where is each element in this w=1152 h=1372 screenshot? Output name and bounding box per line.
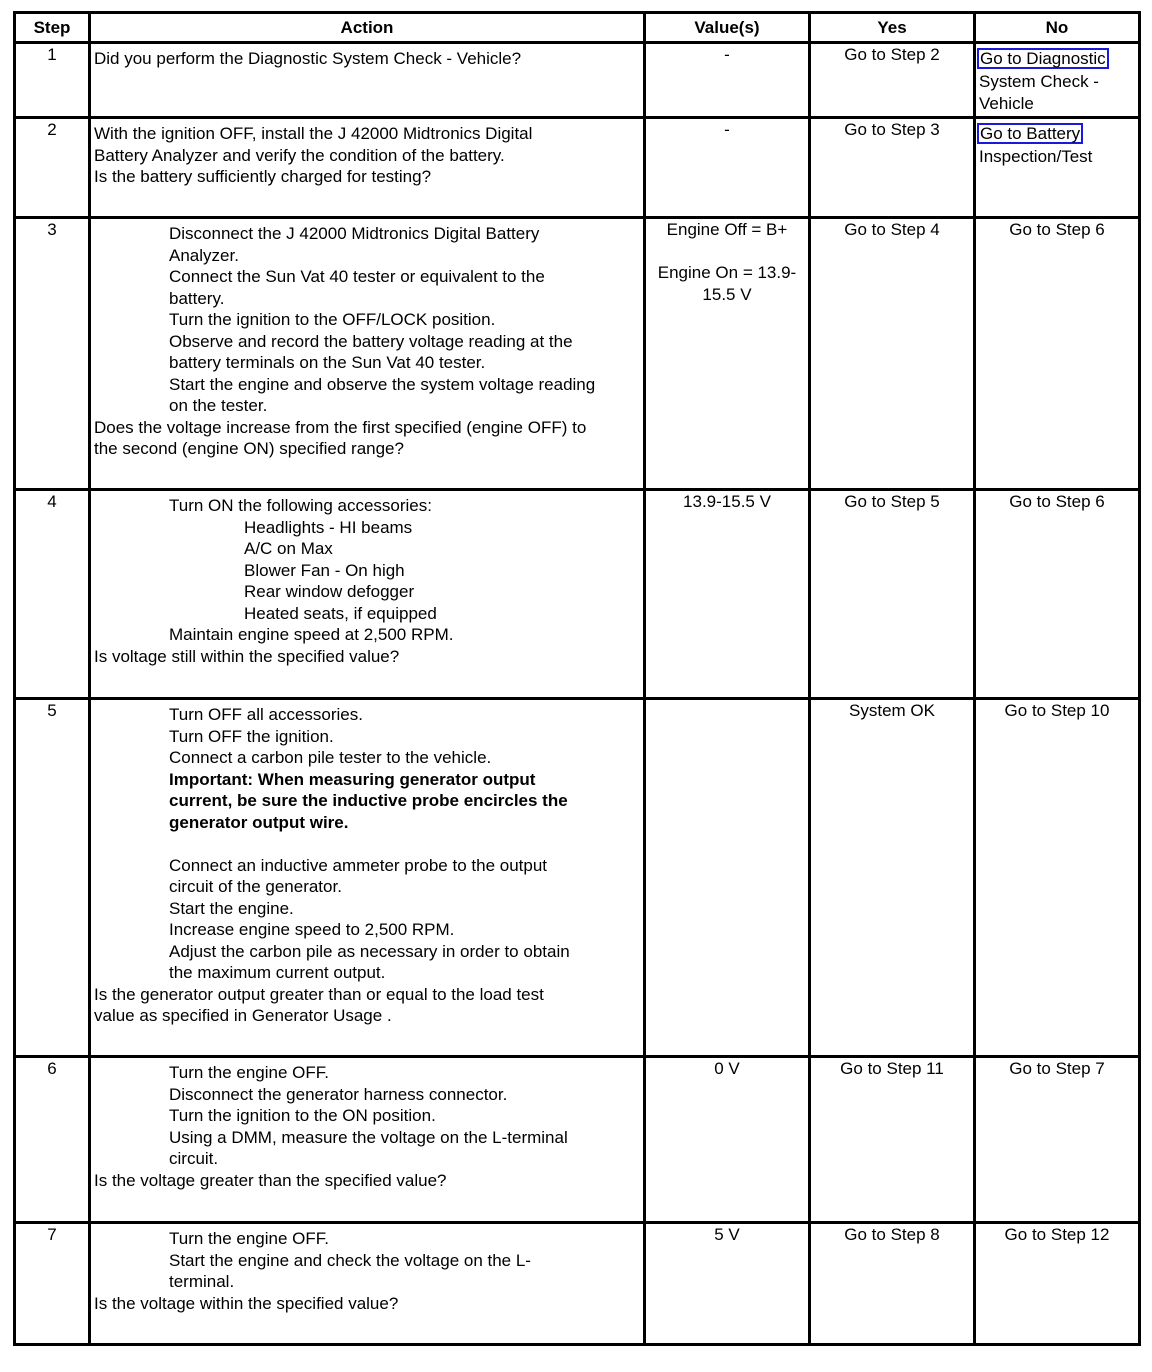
action-text: A/C on Max — [244, 539, 333, 558]
action-text: Analyzer. — [169, 245, 239, 265]
yes-text: Go to Step 4 — [844, 220, 940, 239]
action-text: Turn ON the following accessories: — [169, 496, 432, 515]
value-text: 0 V — [714, 1059, 740, 1078]
action-text: Disconnect the J 42000 Midtronics Digital Battery — [169, 224, 540, 243]
action-text: Adjust the carbon pile as necessary in order to obtain — [169, 941, 570, 961]
action-text: Disconnect the generator harness connector. — [169, 1084, 508, 1104]
step-number: 4 — [47, 492, 57, 511]
table-row — [15, 118, 1140, 218]
value-text — [646, 219, 808, 305]
action-text: Start the engine and observe the system voltage reading — [169, 374, 596, 394]
action-question: Is the voltage greater than the specified value? — [94, 1170, 447, 1190]
value-text: 5 V — [714, 1225, 740, 1244]
action-text: Start the engine and check the voltage on the L- — [169, 1250, 531, 1270]
action-text: Battery Analyzer and verify the condition of the battery. — [94, 145, 505, 165]
action-text: Turn the engine OFF. — [169, 1229, 330, 1248]
action-text: the maximum current output. — [169, 963, 386, 982]
action-text: Turn the ignition to the OFF/LOCK position. — [169, 310, 496, 329]
yes-text: Go to Step 5 — [844, 492, 940, 511]
step-number: 3 — [47, 220, 57, 239]
action-text: Turn OFF the ignition. — [169, 726, 334, 746]
action-text: Maintain engine speed at 2,500 RPM. — [169, 625, 454, 644]
step-number: 1 — [47, 45, 57, 64]
value-text: - — [724, 45, 730, 64]
battery-inspection-link[interactable]: Go to Battery — [977, 123, 1083, 144]
action-question: Is the generator output greater than or equal to the load test — [94, 984, 544, 1004]
value-text: 13.9-15.5 V — [683, 492, 771, 511]
action-question: Is the voltage within the specified value? — [94, 1293, 399, 1313]
action-text: With the ignition OFF, install the J 42000 Midtronics Digital — [94, 124, 533, 143]
value-line: Engine On = 13.9- — [657, 263, 797, 282]
action-text: Heated seats, if equipped — [244, 603, 437, 623]
table-row — [15, 699, 1140, 1057]
yes-text: Go to Step 11 — [840, 1059, 944, 1078]
important-note: generator output wire. — [169, 812, 349, 832]
no-text: Go to Step 12 — [1004, 1225, 1110, 1244]
table-row — [15, 218, 1140, 490]
action-text: on the tester. — [169, 396, 268, 415]
step-number: 2 — [47, 120, 57, 139]
table-row — [15, 1223, 1140, 1345]
action-text: Using a DMM, measure the voltage on the L-terminal — [169, 1127, 568, 1147]
no-text: Go to Step 10 — [1004, 701, 1110, 720]
table-row — [15, 490, 1140, 699]
yes-text: Go to Step 8 — [844, 1225, 940, 1244]
important-note: Important: When measuring generator output — [169, 769, 536, 789]
yes-text: Go to Step 2 — [844, 45, 940, 64]
yes-text: System OK — [849, 701, 935, 720]
no-text: Go to Step 6 — [1009, 220, 1105, 239]
header-row — [15, 13, 1140, 43]
value-text: - — [724, 120, 730, 139]
no-text: Go to Step 6 — [1009, 492, 1105, 511]
action-question: Is the battery sufficiently charged for testing? — [94, 167, 432, 186]
action-text: circuit. — [169, 1149, 219, 1168]
header-values: Value(s) — [645, 13, 810, 43]
header-action: Action — [90, 13, 645, 43]
important-note: current, be sure the inductive probe encircles the — [169, 791, 568, 810]
action-question: Does the voltage increase from the first specified (engine OFF) to — [94, 417, 587, 437]
action-text: Turn OFF all accessories. — [169, 705, 363, 724]
action-text: Blower Fan - On high — [244, 560, 405, 580]
action-text: battery terminals on the Sun Vat 40 tester. — [169, 353, 486, 372]
action-question: the second (engine ON) specified range? — [94, 439, 404, 458]
action-text: Rear window defogger — [244, 582, 415, 601]
action-text: Connect an inductive ammeter probe to the output — [169, 855, 548, 875]
header-no: No — [975, 13, 1140, 43]
table-row — [15, 1057, 1140, 1223]
header-step: Step — [15, 13, 90, 43]
action-question: value as specified in Generator Usage . — [94, 1006, 392, 1025]
table-row — [15, 43, 1140, 118]
yes-text: Go to Step 3 — [844, 120, 940, 139]
step-number: 7 — [47, 1225, 57, 1244]
no-text: Go to Step 7 — [1009, 1059, 1105, 1078]
action-text: circuit of the generator. — [169, 877, 342, 896]
action-text: terminal. — [169, 1272, 235, 1291]
step-number: 5 — [47, 701, 57, 720]
action-text: Connect the Sun Vat 40 tester or equivalent to the — [169, 267, 545, 286]
diagnostic-system-check-link[interactable]: Go to Diagnostic — [977, 48, 1109, 69]
action-text: Turn the engine OFF. — [169, 1063, 330, 1082]
no-text: Inspection/Test — [979, 147, 1093, 166]
header-yes: Yes — [810, 13, 975, 43]
action-text: Connect a carbon pile tester to the vehicle. — [169, 748, 492, 767]
action-question: Is voltage still within the specified value? — [94, 646, 400, 666]
value-line: Engine Off = B+ — [666, 220, 788, 239]
action-text: Headlights - HI beams — [244, 517, 413, 537]
action-text: Did you perform the Diagnostic System Check - Vehicle? — [94, 49, 522, 68]
no-text: System Check - — [979, 72, 1099, 91]
diagnostic-table — [13, 11, 1141, 1346]
value-line: 15.5 V — [702, 284, 752, 304]
action-text: battery. — [169, 288, 225, 308]
no-text: Vehicle — [979, 93, 1034, 113]
action-text: Turn the ignition to the ON position. — [169, 1106, 436, 1125]
action-text: Start the engine. — [169, 898, 294, 918]
action-text: Increase engine speed to 2,500 RPM. — [169, 920, 455, 939]
step-number: 6 — [47, 1059, 57, 1078]
action-text: Observe and record the battery voltage reading at the — [169, 331, 573, 351]
